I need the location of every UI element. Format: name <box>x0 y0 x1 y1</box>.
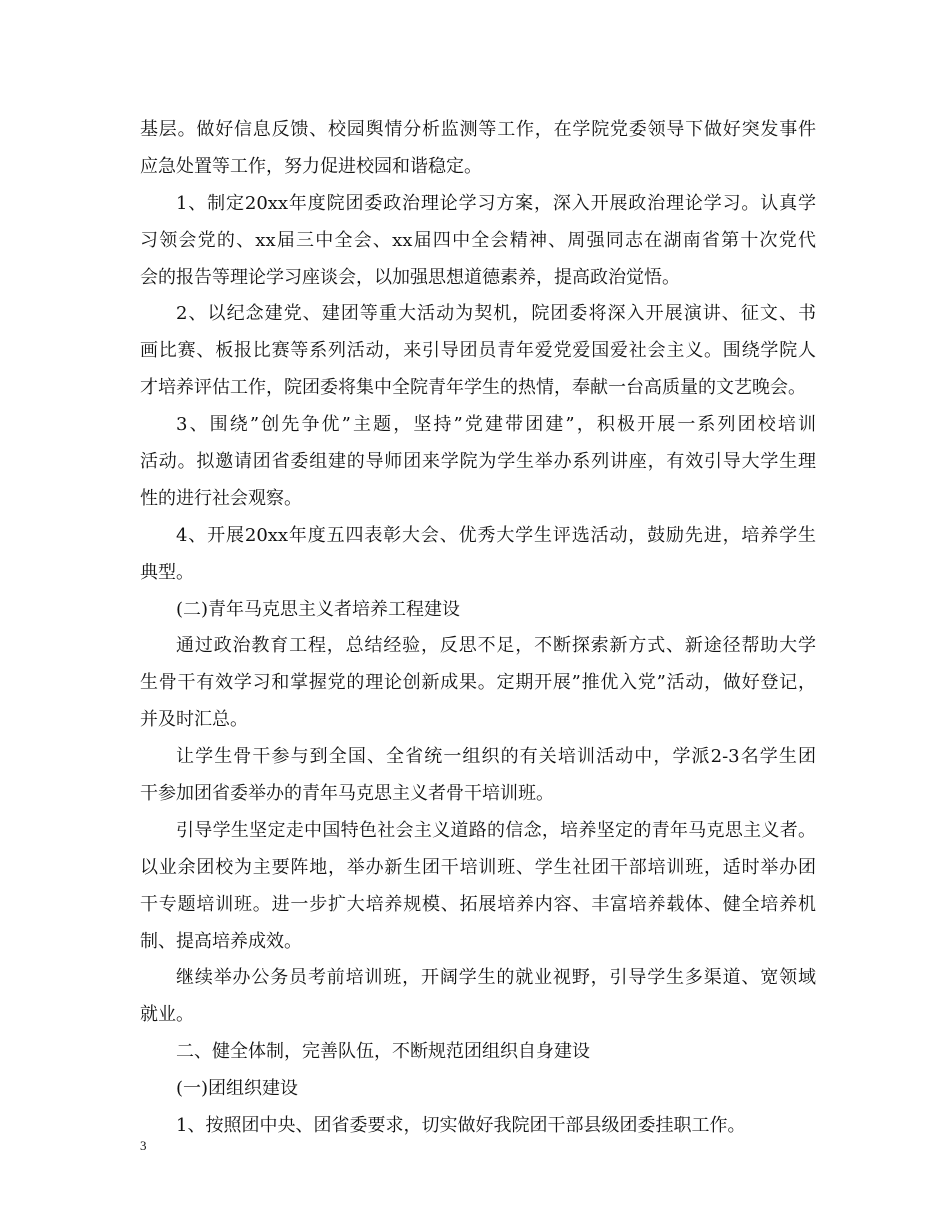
text-line: 制、提高培养成效。 <box>140 930 302 952</box>
text-line: 干参加团省委举办的青年马克思主义者骨干培训班。 <box>140 783 554 805</box>
text-line: 生骨干有效学习和掌握党的理论创新成果。定期开展”推优入党”活动，做好登记， <box>140 672 816 694</box>
text-line: 习领会党的、xx届三中全会、xx届四中全会精神、周强同志在湖南省第十次党代 <box>140 229 816 251</box>
text-line: 继续举办公务员考前培训班，开阔学生的就业视野，引导学生多渠道、宽领域 <box>176 967 816 989</box>
text-line: 干专题培训班。进一步扩大培养规模、拓展培养内容、丰富培养载体、健全培养机 <box>140 893 816 915</box>
text-line: 1、制定20xx年度院团委政治理论学习方案，深入开展政治理论学习。认真学 <box>176 192 816 214</box>
text-line: 让学生骨干参与到全国、全省统一组织的有关培训活动中，学派2-3名学生团 <box>176 746 816 768</box>
text-line: 1、按照团中央、团省委要求，切实做好我院团干部县级团委挂职工作。 <box>176 1115 746 1137</box>
text-line: (二)青年马克思主义者培养工程建设 <box>176 598 461 620</box>
document-body <box>140 112 816 1145</box>
text-line: 就业。 <box>140 1004 194 1026</box>
text-line: 基层。做好信息反馈、校园舆情分析监测等工作，在学院党委领导下做好突发事件 <box>140 119 816 140</box>
text-line: 活动。拟邀请团省委组建的导师团来学院为学生举办系列讲座，有效引导大学生理 <box>140 451 816 473</box>
text-line: 二、健全体制，完善队伍，不断规范团组织自身建设 <box>176 1041 590 1063</box>
text-line: 2、以纪念建党、建团等重大活动为契机，院团委将深入开展演讲、征文、书 <box>176 303 816 325</box>
text-line: 才培养评估工作，院团委将集中全院青年学生的热情，奉献一台高质量的文艺晚会。 <box>140 377 806 399</box>
text-line: 应急处置等工作，努力促进校园和谐稳定。 <box>140 155 482 177</box>
text-line: 会的报告等理论学习座谈会，以加强思想道德素养，提高政治觉悟。 <box>140 266 680 288</box>
text-line: 3、围绕”创先争优”主题，坚持”党建带团建”，积极开展一系列团校培训 <box>176 414 816 436</box>
text-line: 性的进行社会观察。 <box>140 487 302 509</box>
text-line: 以业余团校为主要阵地，举办新生团干培训班、学生社团干部培训班，适时举办团 <box>140 856 816 878</box>
text-line: 通过政治教育工程，总结经验，反思不足，不断探索新方式、新途径帮助大学 <box>176 635 816 657</box>
text-line: 引导学生坚定走中国特色社会主义道路的信念，培养坚定的青年马克思主义者。 <box>176 819 816 841</box>
text-line: 4、开展20xx年度五四表彰大会、优秀大学生评选活动，鼓励先进，培养学生 <box>176 524 816 546</box>
text-line: (一)团组织建设 <box>176 1078 299 1100</box>
text-line: 典型。 <box>140 561 194 583</box>
text-line: 画比赛、板报比赛等系列活动，来引导团员青年爱党爱国爱社会主义。围绕学院人 <box>140 340 816 362</box>
page-number: 3 <box>140 1138 147 1153</box>
text-line: 并及时汇总。 <box>140 709 248 731</box>
